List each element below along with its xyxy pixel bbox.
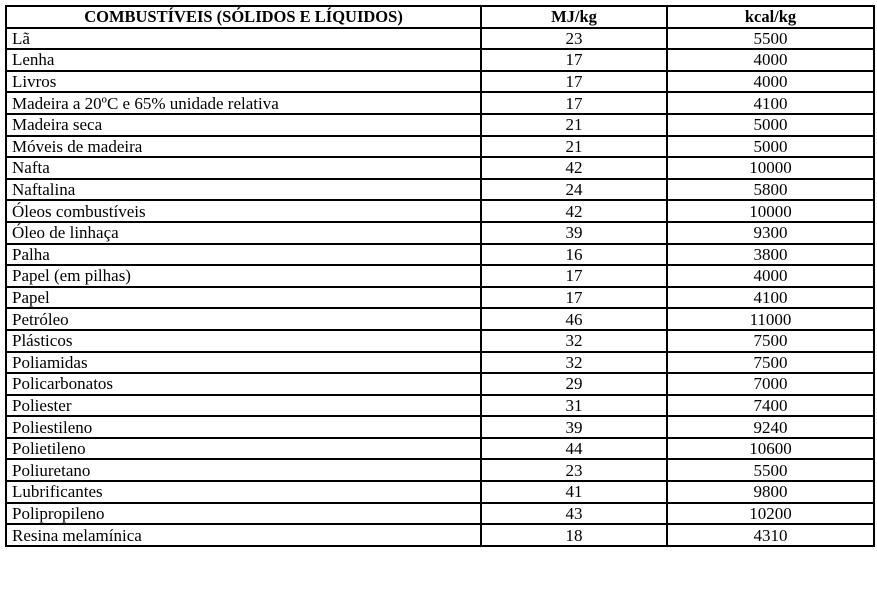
mj-kg-cell: 44 xyxy=(481,438,667,460)
kcal-kg-cell: 10200 xyxy=(667,503,874,525)
kcal-kg-cell: 7500 xyxy=(667,330,874,352)
fuel-name-cell: Lã xyxy=(6,28,481,50)
table-row xyxy=(6,287,874,309)
fuel-name-cell: Papel xyxy=(6,287,481,309)
kcal-kg-cell: 10000 xyxy=(667,157,874,179)
fuel-name-cell: Poliester xyxy=(6,395,481,417)
kcal-kg-cell: 4310 xyxy=(667,524,874,546)
kcal-kg-cell: 5500 xyxy=(667,28,874,50)
mj-kg-cell: 17 xyxy=(481,71,667,93)
table-row xyxy=(6,71,874,93)
mj-kg-cell: 21 xyxy=(481,136,667,158)
fuel-name-cell: Madeira seca xyxy=(6,114,481,136)
mj-kg-cell: 18 xyxy=(481,524,667,546)
kcal-kg-cell: 4000 xyxy=(667,71,874,93)
fuel-name-cell: Papel (em pilhas) xyxy=(6,265,481,287)
mj-kg-cell: 29 xyxy=(481,373,667,395)
fuel-name-cell: Plásticos xyxy=(6,330,481,352)
table-row xyxy=(6,179,874,201)
kcal-kg-cell: 5000 xyxy=(667,136,874,158)
kcal-kg-cell: 3800 xyxy=(667,244,874,266)
kcal-kg-cell: 10600 xyxy=(667,438,874,460)
fuel-name-cell: Polietileno xyxy=(6,438,481,460)
header-fuel: COMBUSTÍVEIS (SÓLIDOS E LÍQUIDOS) xyxy=(6,6,481,28)
table-row xyxy=(6,481,874,503)
table-row xyxy=(6,330,874,352)
kcal-kg-cell: 11000 xyxy=(667,308,874,330)
kcal-kg-cell: 7000 xyxy=(667,373,874,395)
mj-kg-cell: 17 xyxy=(481,287,667,309)
fuel-name-cell: Resina melamínica xyxy=(6,524,481,546)
fuel-name-cell: Livros xyxy=(6,71,481,93)
header-mj-kg: MJ/kg xyxy=(481,6,667,28)
kcal-kg-cell: 9300 xyxy=(667,222,874,244)
fuel-name-cell: Móveis de madeira xyxy=(6,136,481,158)
mj-kg-cell: 39 xyxy=(481,222,667,244)
mj-kg-cell: 32 xyxy=(481,330,667,352)
mj-kg-cell: 17 xyxy=(481,265,667,287)
header-kcal-kg: kcal/kg xyxy=(667,6,874,28)
table-row xyxy=(6,459,874,481)
kcal-kg-cell: 7500 xyxy=(667,352,874,374)
kcal-kg-cell: 4000 xyxy=(667,265,874,287)
mj-kg-cell: 39 xyxy=(481,416,667,438)
kcal-kg-cell: 9800 xyxy=(667,481,874,503)
table-row xyxy=(6,352,874,374)
kcal-kg-cell: 9240 xyxy=(667,416,874,438)
table-body xyxy=(6,28,874,546)
mj-kg-cell: 41 xyxy=(481,481,667,503)
table-row xyxy=(6,157,874,179)
fuel-name-cell: Poliamidas xyxy=(6,352,481,374)
table-row xyxy=(6,49,874,71)
kcal-kg-cell: 4100 xyxy=(667,287,874,309)
table-row xyxy=(6,92,874,114)
mj-kg-cell: 24 xyxy=(481,179,667,201)
table-row xyxy=(6,503,874,525)
fuel-name-cell: Óleos combustíveis xyxy=(6,200,481,222)
mj-kg-cell: 17 xyxy=(481,49,667,71)
mj-kg-cell: 16 xyxy=(481,244,667,266)
table-header-row xyxy=(6,6,874,28)
fuel-name-cell: Policarbonatos xyxy=(6,373,481,395)
table-row xyxy=(6,244,874,266)
table-row xyxy=(6,136,874,158)
table-row xyxy=(6,416,874,438)
kcal-kg-cell: 7400 xyxy=(667,395,874,417)
table-row xyxy=(6,373,874,395)
table-row xyxy=(6,438,874,460)
fuel-name-cell: Petróleo xyxy=(6,308,481,330)
table-row xyxy=(6,28,874,50)
fuel-name-cell: Naftalina xyxy=(6,179,481,201)
fuel-name-cell: Palha xyxy=(6,244,481,266)
mj-kg-cell: 42 xyxy=(481,200,667,222)
mj-kg-cell: 21 xyxy=(481,114,667,136)
table-row xyxy=(6,114,874,136)
fuel-name-cell: Lubrificantes xyxy=(6,481,481,503)
kcal-kg-cell: 4100 xyxy=(667,92,874,114)
fuel-name-cell: Poliuretano xyxy=(6,459,481,481)
mj-kg-cell: 23 xyxy=(481,459,667,481)
table-row xyxy=(6,200,874,222)
fuel-name-cell: Polipropileno xyxy=(6,503,481,525)
mj-kg-cell: 43 xyxy=(481,503,667,525)
table-row xyxy=(6,222,874,244)
table-row xyxy=(6,395,874,417)
kcal-kg-cell: 5500 xyxy=(667,459,874,481)
mj-kg-cell: 42 xyxy=(481,157,667,179)
mj-kg-cell: 31 xyxy=(481,395,667,417)
fuel-heat-table xyxy=(5,5,875,547)
mj-kg-cell: 23 xyxy=(481,28,667,50)
kcal-kg-cell: 5800 xyxy=(667,179,874,201)
fuel-name-cell: Óleo de linhaça xyxy=(6,222,481,244)
fuel-name-cell: Lenha xyxy=(6,49,481,71)
table-row xyxy=(6,524,874,546)
mj-kg-cell: 17 xyxy=(481,92,667,114)
fuel-name-cell: Madeira a 20ºC e 65% unidade relativa xyxy=(6,92,481,114)
kcal-kg-cell: 10000 xyxy=(667,200,874,222)
fuel-name-cell: Nafta xyxy=(6,157,481,179)
mj-kg-cell: 46 xyxy=(481,308,667,330)
fuel-name-cell: Poliestileno xyxy=(6,416,481,438)
kcal-kg-cell: 4000 xyxy=(667,49,874,71)
table-row xyxy=(6,265,874,287)
kcal-kg-cell: 5000 xyxy=(667,114,874,136)
mj-kg-cell: 32 xyxy=(481,352,667,374)
table-row xyxy=(6,308,874,330)
